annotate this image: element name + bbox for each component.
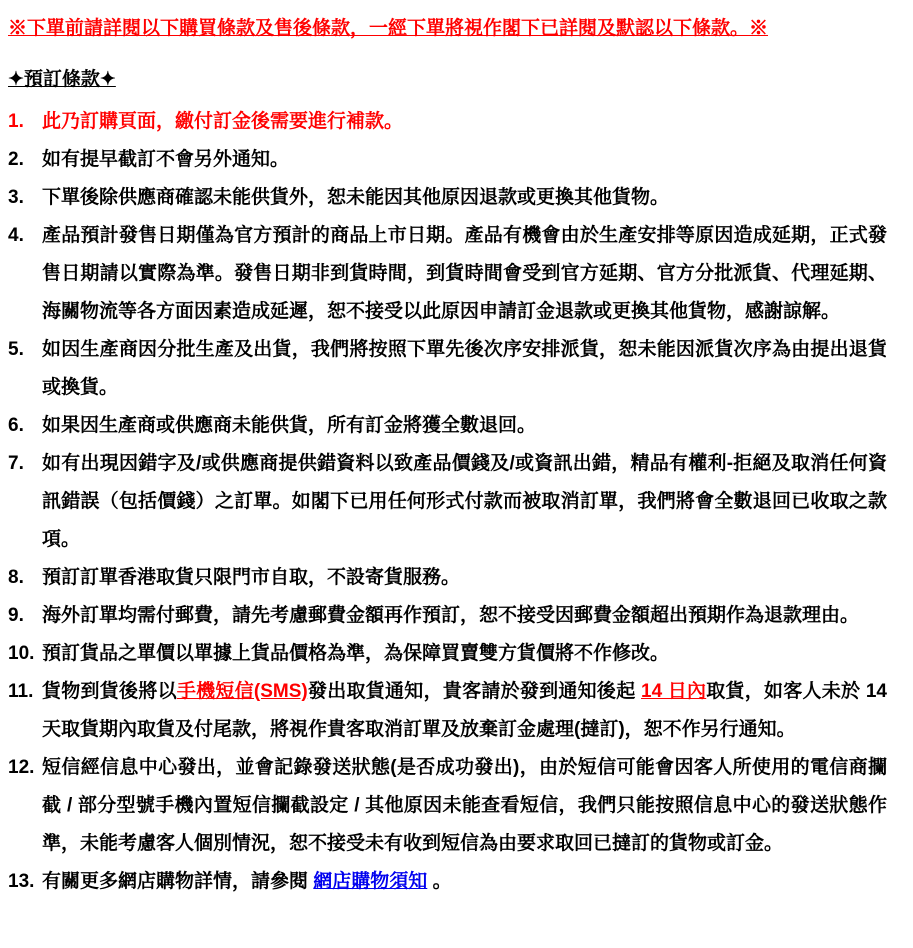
term-item-6: [8, 407, 887, 445]
term-item-9: [8, 597, 887, 635]
term-number: 5.: [8, 339, 24, 360]
term-item-1: [8, 103, 887, 141]
term-item-11: [8, 673, 887, 749]
term-text: 短信經信息中心發出，並會記錄發送狀態(是否成功發出)，由於短信可能會因客人所使用的電信商攔截 / 部分型號手機內置短信攔截設定 / 其他原因未能查看短信，我們只能按照信息中心的發送狀態作準，未能考慮客人個別情況，恕不接受未有收到短信為由要求取回已撻訂的貨物或訂金。: [42, 757, 887, 854]
term-text: 如有提早截訂不會另外通知。: [42, 149, 290, 170]
term-text: 海外訂單均需付郵費，請先考慮郵費金額再作預訂，恕不接受因郵費金額超出預期作為退款理由。: [42, 605, 860, 626]
term-item-10: [8, 635, 887, 673]
term-text: [42, 673, 887, 749]
term-number: 8.: [8, 567, 24, 588]
term-number: 4.: [8, 225, 24, 246]
term-number: 3.: [8, 187, 24, 208]
term-number: 2.: [8, 149, 24, 170]
term-text: 如果因生產商或供應商未能供貨，所有訂金將獲全數退回。: [42, 415, 537, 436]
term-segment: 取貨，如客人未於 14 天取貨期內取貨及付尾款，將視作貴客取消訂單及放棄訂金處理(撻訂)，恕不作另行通知。: [42, 681, 887, 740]
pickup-deadline-highlight: 14 日內: [641, 681, 707, 702]
sms-highlight: 手機短信(SMS): [176, 681, 308, 702]
term-item-4: [8, 217, 887, 331]
term-item-3: [8, 179, 887, 217]
term-item-12: [8, 749, 887, 863]
term-text: 如有出現因錯字及/或供應商提供錯資料以致產品價錢及/或資訊出錯，精品有權利-拒絕及取消任何資訊錯誤（包括價錢）之訂單。如閣下已用任何形式付款而被取消訂單，我們將會全數退回已收取之款項。: [42, 453, 887, 550]
term-text: 產品預計發售日期僅為官方預計的商品上市日期。產品有機會由於生產安排等原因造成延期，正式發售日期請以實際為準。發售日期非到貨時間，到貨時間會受到官方延期、官方分批派貨、代理延期、海關物流等各方面因素造成延遲，恕不接受以此原因申請訂金退款或更換其他貨物，感謝諒解。: [42, 225, 887, 322]
term-text: 預訂訂單香港取貨只限門市自取，不設寄貨服務。: [42, 567, 461, 588]
section-title-booking-terms: ✦預訂條款✦: [8, 69, 116, 90]
term-item-7: [8, 445, 887, 559]
term-number: 6.: [8, 415, 24, 436]
term-text: 預訂貨品之單價以單據上貨品價格為準，為保障買賣雙方貨價將不作修改。: [42, 643, 670, 664]
term-number: 1.: [8, 111, 24, 132]
term-number: 9.: [8, 605, 24, 626]
store-shopping-guide-link[interactable]: 網店購物須知: [313, 871, 428, 892]
term-segment: 發出取貨通知，貴客請於發到通知後起: [307, 681, 642, 702]
term-text: [42, 863, 887, 901]
term-number: 7.: [8, 453, 24, 474]
term-number: 13.: [8, 871, 35, 892]
term-text: 此乃訂購頁面，繳付訂金後需要進行補款。: [42, 111, 404, 132]
term-text: 下單後除供應商確認未能供貨外，恕未能因其他原因退款或更換其他貨物。: [42, 187, 670, 208]
pre-order-notice: ※下單前請詳閱以下購買條款及售後條款，一經下單將視作閣下已詳閱及默認以下條款。※: [8, 18, 769, 39]
section-title-row: [8, 61, 887, 103]
terms-list: [8, 103, 887, 901]
term-item-2: [8, 141, 887, 179]
term-text: 如因生產商因分批生產及出貨，我們將按照下單先後次序安排派貨，恕未能因派貨次序為由提出退貨或換貨。: [42, 339, 887, 398]
term-segment: 。: [427, 871, 452, 892]
term-number: 10.: [8, 643, 35, 664]
term-number: 11.: [8, 681, 34, 702]
term-segment: 貨物到貨後將以: [42, 681, 177, 702]
term-item-8: [8, 559, 887, 597]
term-item-5: [8, 331, 887, 407]
term-item-13: [8, 863, 887, 901]
term-segment: 有關更多網店購物詳情，請參閱: [42, 871, 314, 892]
term-number: 12.: [8, 757, 35, 778]
